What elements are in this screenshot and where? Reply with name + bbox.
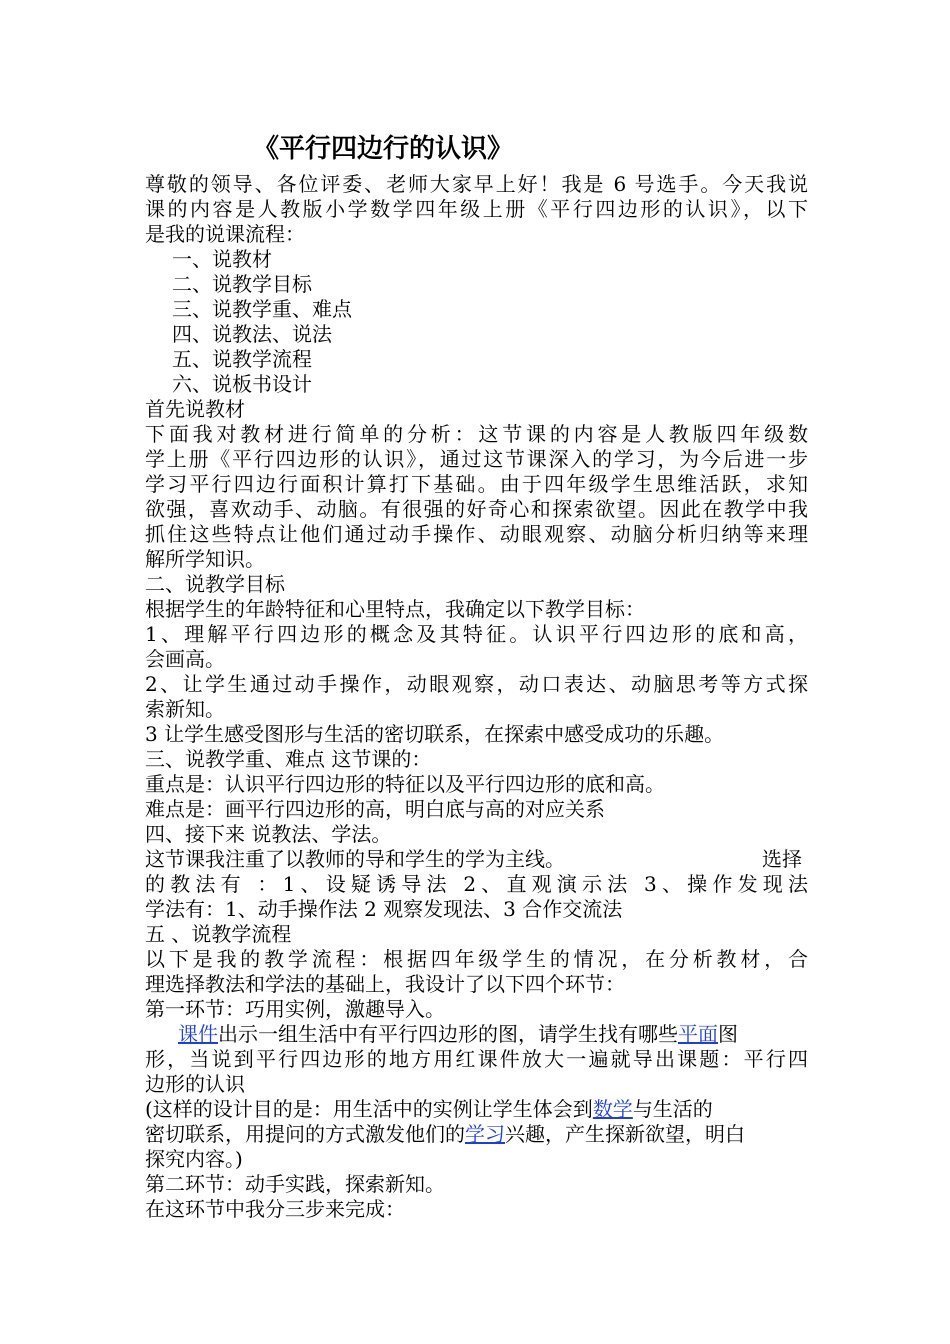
paragraph-line: 索新知。 <box>145 697 225 721</box>
paragraph-line: 以下是我的教学流程：根据四年级学生的情况，在分析教材，合 <box>145 947 808 971</box>
link-pingmian[interactable]: 平面 <box>678 1022 718 1046</box>
paragraph-line: 抓住这些特点让他们通过动手操作、动眼观察、动脑分析归纳等来理 <box>145 522 808 546</box>
paragraph-line: 欲强，喜欢动手、动脑。有很强的好奇心和探索欲望。因此在教学中我 <box>145 497 808 521</box>
paragraph-line: 3 让学生感受图形与生活的密切联系，在探索中感受成功的乐趣。 <box>145 722 725 746</box>
outline-item: 一、说教材 <box>172 247 272 271</box>
paragraph-line: 2、让学生通过动手操作，动眼观察，动口表达、动脑思考等方式探 <box>145 672 808 696</box>
paragraph-line: 学法有：1、动手操作法 2 观察发现法、3 合作交流法 <box>145 897 623 921</box>
paragraph-line: 学习平行四边行面积计算打下基础。由于四年级学生思维活跃，求知 <box>145 472 808 496</box>
section-heading: 三、说教学重、难点 这节课的： <box>145 747 432 771</box>
paragraph-line: 根据学生的年龄特征和心里特点，我确定以下教学目标： <box>145 597 645 621</box>
paragraph-line: 难点是：画平行四边形的高，明白底与高的对应关系 <box>145 797 605 821</box>
link-kejian[interactable]: 课件 <box>178 1022 218 1046</box>
paragraph-line <box>178 1022 738 1047</box>
section-heading: 首先说教材 <box>145 397 245 421</box>
paragraph-line: 边形的认识 <box>145 1072 245 1096</box>
section-heading: 第二环节：动手实践，探索新知。 <box>145 1172 445 1196</box>
paragraph-line: 尊敬的领导、各位评委、老师大家早上好！我是 6 号选手。今天我说 <box>145 172 808 196</box>
outline-item: 四、说教法、说法 <box>172 322 332 346</box>
link-shuxue[interactable]: 数学 <box>592 1097 633 1121</box>
section-heading: 五 、说教学流程 <box>145 922 292 946</box>
paragraph-line: 选择 <box>762 847 802 871</box>
paragraph-line: 解所学知识。 <box>145 547 265 571</box>
paragraph-line: 是我的说课流程： <box>145 222 305 246</box>
paragraph-line: 探究内容。) <box>145 1147 243 1171</box>
paragraph-line: 理选择教法和学法的基础上，我设计了以下四个环节： <box>145 972 625 996</box>
line-text: 兴趣，产生探新欲望，明白 <box>505 1122 745 1146</box>
line-text: 出示一组生活中有平行四边形的图，请学生找有哪些 <box>218 1022 678 1046</box>
line-text: 图 <box>718 1022 738 1046</box>
section-heading: 四、接下来 说教法、学法。 <box>145 822 392 846</box>
document-title: 《平行四边行的认识》 <box>253 134 514 164</box>
link-xuexi[interactable]: 学习 <box>465 1122 505 1146</box>
paragraph-line: 第一环节：巧用实例，激趣导入。 <box>145 997 445 1021</box>
paragraph-line: 课的内容是人教版小学数学四年级上册《平行四边形的认识》，以下 <box>145 197 808 221</box>
paragraph-line: 在这环节中我分三步来完成： <box>145 1197 405 1221</box>
paragraph-line <box>145 1122 745 1147</box>
outline-item: 三、说教学重、难点 <box>172 297 352 321</box>
paragraph-line: 重点是：认识平行四边形的特征以及平行四边形的底和高。 <box>145 772 665 796</box>
paragraph-line: 下面我对教材进行简单的分析：这节课的内容是人教版四年级数 <box>145 422 808 446</box>
paragraph-line: 1、理解平行四边形的概念及其特征。认识平行四边形的底和高， <box>145 622 808 646</box>
paragraph-line: 这节课我注重了以教师的导和学生的学为主线。 <box>145 847 565 871</box>
line-text: 密切联系，用提问的方式激发他们的 <box>145 1122 465 1146</box>
paragraph-line: 形，当说到平行四边形的地方用红课件放大一遍就导出课题：平行四 <box>145 1047 808 1071</box>
outline-item: 六、说板书设计 <box>172 372 312 396</box>
line-text: 与生活的 <box>632 1097 713 1121</box>
outline-item: 二、说教学目标 <box>172 272 312 296</box>
paragraph-line: 的教法有 ：1、设疑诱导法 2、直观演示法 3、操作发现法 <box>145 872 808 896</box>
paragraph-line: 学上册《平行四边形的认识》，通过这节课深入的学习，为今后进一步 <box>145 447 808 471</box>
outline-item: 五、说教学流程 <box>172 347 312 371</box>
paragraph-line <box>145 1097 713 1122</box>
section-heading: 二、说教学目标 <box>145 572 285 596</box>
line-text: (这样的设计目的是：用生活中的实例让学生体会到 <box>145 1097 593 1121</box>
paragraph-line: 会画高。 <box>145 647 225 671</box>
